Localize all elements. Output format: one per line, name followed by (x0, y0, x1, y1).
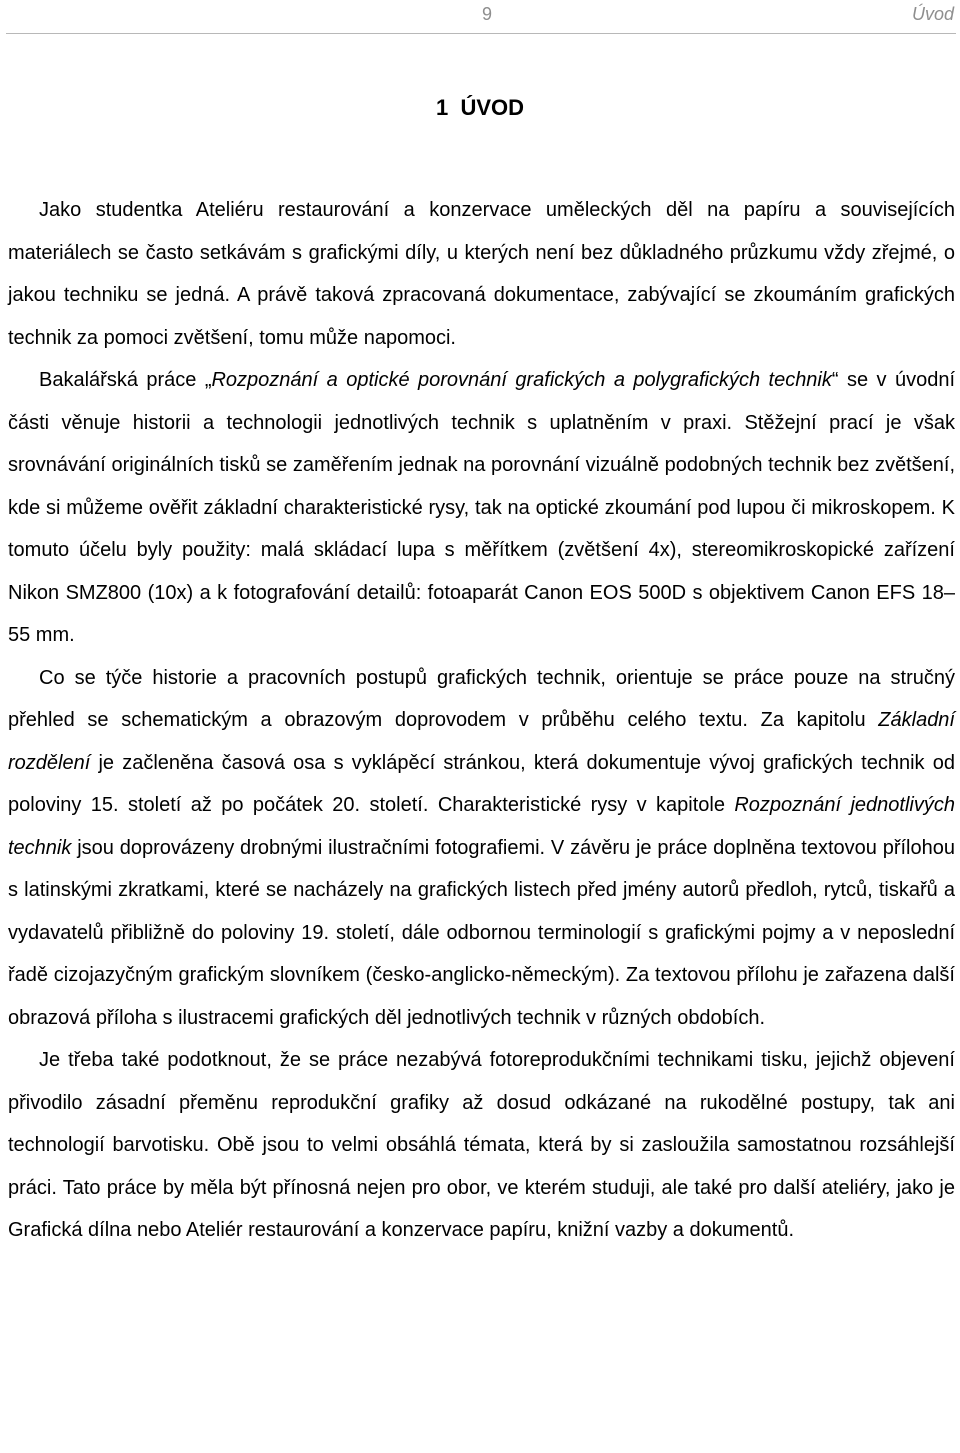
chapter-title: 1 ÚVOD (435, 95, 525, 120)
paragraph-text: Co se týče historie a pracovních postupů grafických technik, orientuje se práce pouze na stručný přehled se schematickým a obrazovým doprovodem v průběhu celého textu. Za kapitolu (8, 666, 955, 731)
running-header (0, 0, 960, 34)
paragraph-text: je začleněna časová osa s vyklápěcí stránkou, která dokumentuje vývoj grafických technik od poloviny 15. století až po počátek 20. století. Charakteristické rysy v kapitole (8, 751, 955, 816)
paragraph-text: Jako studentka Ateliéru restaurování a konzervace uměleckých děl na papíru a souvisejících materiálech se často setkávám s grafickými díly, u kterých není bez důkladného průzkumu vždy zřejmé, o jakou techniku se jedná. A právě taková zpracovaná dokumentace, zabývající se zkoumáním grafických technik za pomoci zvětšení, tomu může napomoci. (8, 199, 955, 349)
chapter-reference: Rozpoznání jednotlivých technik (8, 794, 955, 859)
paragraph-text: Bakalářská práce „ (39, 369, 212, 391)
header-section-title: Úvod (911, 4, 954, 24)
thesis-title: Rozpoznání a optické porovnání grafických a polygrafických technik (211, 369, 832, 391)
paragraph-intro (8, 189, 955, 359)
header-divider (6, 33, 956, 34)
paragraph-thesis-scope (8, 359, 955, 657)
paragraph-text: jsou doprovázeny drobnými ilustračními fotografiemi. V závěru je práce doplněna textovou přílohou s latinskými zkratkami, které se nacházely na grafických listech před jmény autorů předloh, rytců, tiskařů a vydavatelů přibližně do poloviny 19. století, dále odbornou terminologií s grafickými pojmy a v neposlední řadě cizojazyčným grafickým slovníkem (česko-anglicko-německým). Za textovou přílohu je zařazena další obrazová příloha s ilustracemi grafických děl jednotlivých technik v různých obdobích. (8, 836, 955, 1029)
chapter-reference: Základní rozdělení (8, 709, 955, 774)
paragraph-text: Je třeba také podotknout, že se práce nezabývá fotoreprodukčními technikami tisku, jejichž objevení přivodilo zásadní přeměnu reprodukční grafiky až dosud odkázané na rukodělné postupy, tak ani technologií barvotisku. Obě jsou to velmi obsáhlá témata, která by si zasloužila samostatnou rozsáhlejší práci. Tato práce by měla být přínosná nejen pro obor, ve kterém studuji, ale také pro další ateliéry, jako je Grafická dílna nebo Ateliér restaurování a konzervace papíru, knižní vazby a dokumentů. (8, 1049, 955, 1241)
paragraph-limitations (8, 1039, 955, 1252)
page-number: 9 (482, 4, 493, 24)
paragraph-text: “ se v úvodní části věnuje historii a technologii jednotlivých technik s uplatněním v praxi. Stěžejní prací je však srovnávání originálních tisků se zaměřením jednak na porovnání vizuálně podobných technik bez zvětšení, kde si můžeme ověřit základní charakteristické rysy, tak na optické zkoumání pod lupou či mikroskopem. K tomuto účelu byly použity: malá skládací lupa s měřítkem (zvětšení 4x), stereomikroskopické zařízení Nikon SMZ800 (10x) a k fotografování detailů: fotoaparát Canon EOS 500D s objektivem Canon EFS 18–55 mm. (8, 369, 955, 646)
body-text (8, 189, 955, 1252)
paragraph-structure (8, 657, 955, 1040)
